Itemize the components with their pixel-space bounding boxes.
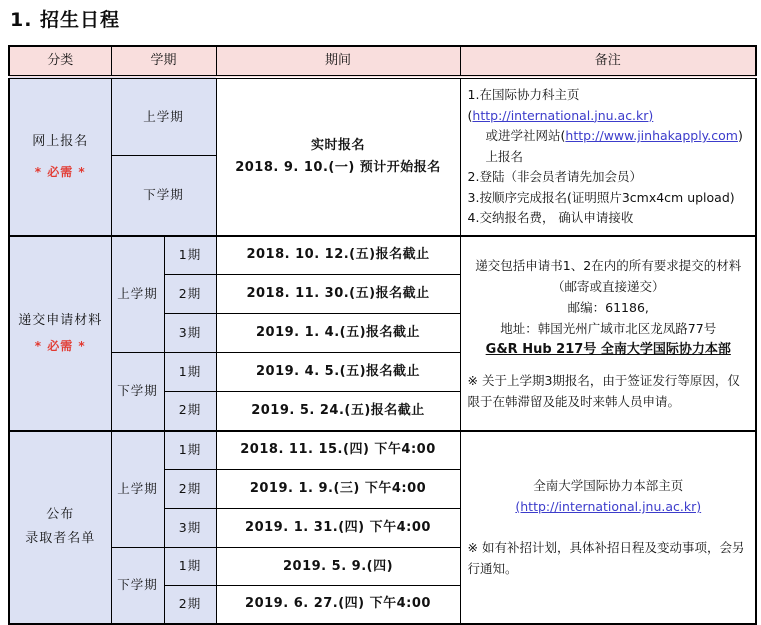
admission-schedule-table: [8, 45, 757, 625]
header-remarks: 备注: [460, 46, 756, 77]
remarks-cell-online-application: [460, 77, 756, 236]
link-jinhak-apply[interactable]: http://www.jinhakapply.com: [565, 128, 738, 143]
date-cell: 2019. 5. 9.(四): [216, 548, 460, 586]
period-line: 2018. 9. 10.(一) 预计开始报名: [235, 159, 441, 175]
phase-cell: 2期: [164, 275, 216, 314]
phase-cell: 2期: [164, 470, 216, 509]
required-badge: * 必需 *: [34, 338, 86, 353]
date-cell: 2019. 1. 31.(四) 下午4:00: [216, 509, 460, 548]
phase-cell: 3期: [164, 314, 216, 353]
semester-cell-second: 下学期: [111, 548, 164, 624]
date-cell: 2018. 10. 12.(五)报名截止: [216, 236, 460, 275]
note-additional-recruitment: ※ 如有补招计划，具体补招日程及变动事项，会另行通知。: [467, 540, 745, 576]
header-category: 分类: [9, 46, 111, 77]
address-highlight: G&R Hub 217号 全南大学国际协力本部: [485, 341, 731, 357]
header-semester: 学期: [111, 46, 216, 77]
phase-cell: 2期: [164, 586, 216, 624]
date-cell: 2018. 11. 15.(四) 下午4:00: [216, 431, 460, 470]
category-label: 递交申请材料: [18, 313, 103, 329]
table-header-row: [9, 46, 756, 77]
category-cell-announcement: [9, 431, 111, 624]
semester-cell-second: 下学期: [111, 156, 216, 236]
remark-line: 地址：韩国光州广域市北区龙凤路77号: [500, 320, 717, 336]
category-label: 公布: [46, 507, 75, 522]
link-international-homepage[interactable]: http://international.jnu.ac.kr): [472, 107, 654, 123]
header-period: 期间: [216, 46, 460, 77]
phase-cell: 1期: [164, 548, 216, 586]
remark-text: 1.在国际协力科主页(: [467, 87, 580, 123]
page-title: 1. 招生日程: [10, 9, 121, 31]
remarks-cell-submit-materials: [460, 236, 756, 431]
semester-cell-second: 下学期: [111, 353, 164, 431]
remark-line: [468, 496, 750, 517]
remark-line: [468, 85, 750, 126]
category-label: 录取者名单: [25, 531, 96, 546]
category-label: 网上报名: [32, 134, 89, 150]
phase-cell: 1期: [164, 236, 216, 275]
table-row: [9, 431, 756, 470]
remark-text: )上报名: [485, 128, 743, 164]
date-cell: 2019. 1. 4.(五)报名截止: [216, 314, 460, 353]
phase-cell: 2期: [164, 392, 216, 431]
remark-line: 4.交纳报名费， 确认申请接收: [467, 210, 634, 225]
remark-line: （邮寄或直接递交）: [552, 278, 665, 294]
remark-line: 递交包括申请书1、2在内的所有要求提交的材料: [475, 257, 742, 273]
date-cell: 2019. 6. 27.(四) 下午4:00: [216, 586, 460, 624]
table-row: [9, 236, 756, 275]
semester-cell-first: 上学期: [111, 77, 216, 156]
remark-line: 邮编：61186,: [567, 299, 649, 315]
date-cell: 2019. 5. 24.(五)报名截止: [216, 392, 460, 431]
category-cell-submit-materials: [9, 236, 111, 431]
table-row: [9, 77, 756, 156]
date-cell: 2019. 4. 5.(五)报名截止: [216, 353, 460, 392]
semester-cell-first: 上学期: [111, 431, 164, 548]
required-badge: * 必需 *: [34, 164, 86, 179]
phase-cell: 3期: [164, 509, 216, 548]
phase-cell: 1期: [164, 353, 216, 392]
date-cell: 2019. 1. 9.(三) 下午4:00: [216, 470, 460, 509]
remark-line: 3.按顺序完成报名(证明照片3cmx4cm upload): [467, 189, 735, 205]
link-international-homepage[interactable]: (http://international.jnu.ac.kr): [515, 499, 702, 514]
semester-cell-first: 上学期: [111, 236, 164, 353]
note-visa-restriction: ※ 关于上学期3期报名，由于签证发行等原因，仅限于在韩滞留及能及时来韩人员申请。: [467, 372, 740, 409]
remarks-cell-announcement: [460, 431, 756, 624]
remark-text: 或进学社网站(: [485, 128, 566, 143]
period-line: 实时报名: [311, 137, 366, 153]
category-cell-online-application: [9, 77, 111, 236]
remark-line: [468, 126, 750, 167]
phase-cell: 1期: [164, 431, 216, 470]
date-cell: 2018. 11. 30.(五)报名截止: [216, 275, 460, 314]
remark-line: 2.登陆（非会员者请先加会员）: [467, 169, 642, 184]
remark-line: 全南大学国际协力本部主页: [533, 478, 684, 493]
period-cell-realtime: [216, 77, 460, 236]
